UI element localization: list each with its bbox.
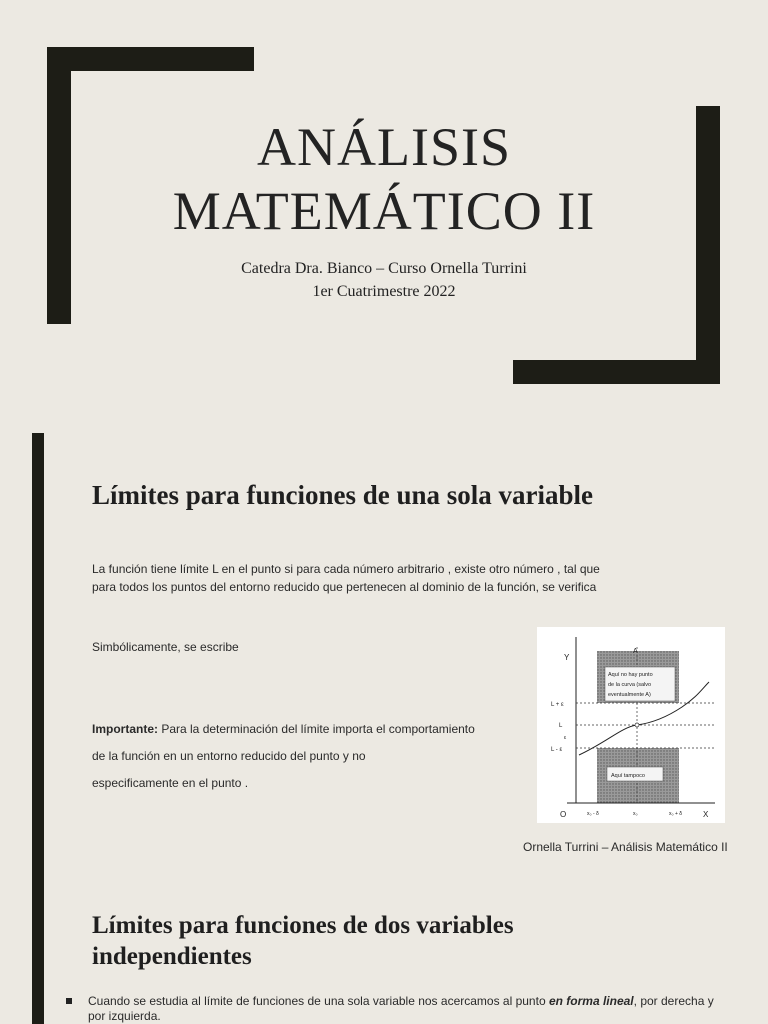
subtitle-line-1: Catedra Dra. Bianco – Curso Ornella Turrini xyxy=(241,260,527,277)
title-line-2: MATEMÁTICO II xyxy=(172,181,596,241)
limit-diagram-svg xyxy=(537,627,725,823)
note-top-line-2: de la curva (salvo xyxy=(608,682,652,688)
y-axis-label: Y xyxy=(564,653,570,662)
x0-plus-label: x₀ + δ xyxy=(669,811,683,817)
bullet-text-line-2: por izquierda. xyxy=(88,1009,161,1023)
l-minus-label: L - ε xyxy=(551,747,563,753)
point-a-label: A xyxy=(633,648,638,655)
important-note xyxy=(92,716,532,797)
note-bottom: Aquí tampoco xyxy=(611,773,645,779)
important-line-2: de la función en un entorno reducido del punto y no xyxy=(92,749,366,763)
slide-heading: Límites para funciones de una sola variable xyxy=(92,480,594,510)
l-plus-label: L + ε xyxy=(551,702,564,708)
bullet-square xyxy=(66,998,72,1004)
slide-left-accent-bar-2 xyxy=(32,866,44,1024)
l-label: L xyxy=(559,723,563,729)
important-label: Importante: xyxy=(92,722,158,736)
bullet-text xyxy=(88,994,768,1024)
title-line-1: ANÁLISIS xyxy=(256,117,511,177)
note-top-line-1: Aquí no hay punto xyxy=(608,672,653,678)
x0-minus-label: x₀ - δ xyxy=(587,811,599,817)
limit-diagram xyxy=(537,627,725,823)
important-line-1: Para la determinación del límite importa el comportamiento xyxy=(158,722,475,736)
definition-line-2: para todos los puntos del entorno reducido que pertenecen al dominio de la función, se verifica xyxy=(92,580,597,594)
definition-line-1: La función tiene límite L en el punto si para cada número arbitrario , existe otro número , tal que xyxy=(92,562,600,576)
slide-heading-2-line-1: Límites para funciones de dos variables xyxy=(92,912,514,939)
bullet-text-post: , por derecha y xyxy=(633,994,714,1008)
subtitle-line-2: 1er Cuatrimestre 2022 xyxy=(312,283,456,300)
x0-label: x₀ xyxy=(633,811,638,817)
slide-left-accent-bar xyxy=(32,433,44,866)
slide-footer: Ornella Turrini – Análisis Matemático II xyxy=(523,840,728,854)
symbolic-text: Simbólicamente, se escribe xyxy=(92,640,239,654)
note-top-line-3: eventualmente A) xyxy=(608,692,651,698)
point-a xyxy=(635,723,639,727)
important-line-3: especificamente en el punto . xyxy=(92,776,249,790)
bullet-text-emphasis: en forma lineal xyxy=(548,994,634,1008)
bullet-text-pre: Cuando se estudia al límite de funciones de una sola variable nos acercamos al punto xyxy=(88,994,549,1008)
frame-bottom-right-horizontal xyxy=(513,360,720,384)
frame-top-left-horizontal xyxy=(47,47,254,71)
slide-heading-2-line-2: independientes xyxy=(92,943,252,970)
x-axis-label: X xyxy=(703,810,709,819)
epsilon-label: ε xyxy=(564,735,567,741)
origin-label: O xyxy=(560,810,567,819)
